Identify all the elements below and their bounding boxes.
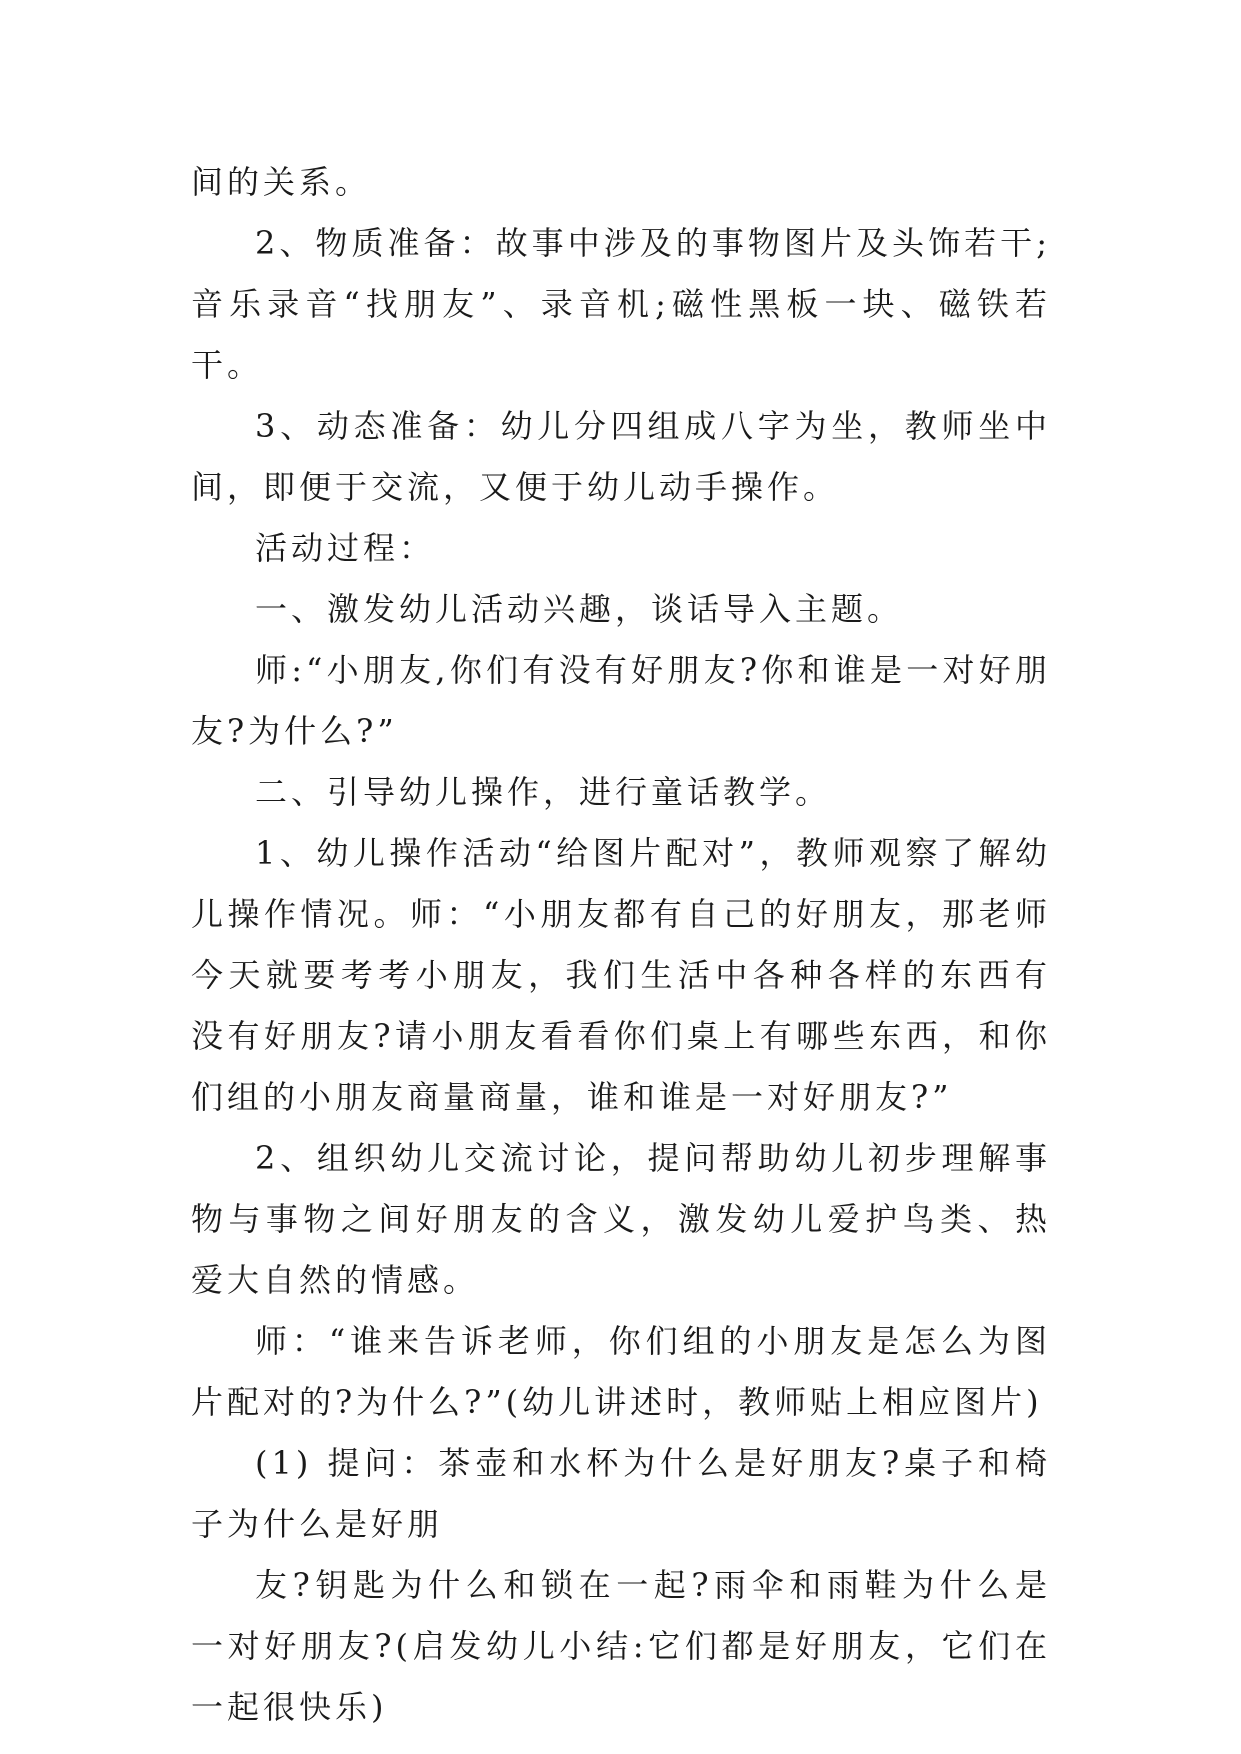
paragraph-relationship-end: 间的关系。 [191,163,372,201]
section-heading-activity-process: 活动过程： [255,529,436,567]
paragraph-question-one: (1) 提问：茶壶和水杯为什么是好朋友?桌子和椅子为什么是好朋 [191,1444,1051,1543]
paragraph-material-prep: 2、物质准备：故事中涉及的事物图片及头饰若干;音乐录音“找朋友”、录音机;磁性黑板一块、磁铁若干。 [191,224,1051,384]
step-heading-one: 一、激发幼儿活动兴趣，谈话导入主题。 [255,590,904,628]
document-body [191,152,1051,1738]
step-heading-two: 二、引导幼儿操作，进行童话教学。 [255,773,832,811]
paragraph-question-continued: 友?钥匙为什么和锁在一起?雨伞和雨鞋为什么是一对好朋友?(启发幼儿小结:它们都是好朋友，它们在一起很快乐) [191,1566,1051,1726]
paragraph-dynamic-prep: 3、动态准备：幼儿分四组成八字为坐，教师坐中间，即便于交流，又便于幼儿动手操作。 [191,407,1051,506]
paragraph-teacher-ask-groups: 师：“谁来告诉老师，你们组的小朋友是怎么为图片配对的?为什么?”(幼儿讲述时，教师贴上相应图片) [191,1322,1051,1421]
paragraph-discussion: 2、组织幼儿交流讨论，提问帮助幼儿初步理解事物与事物之间好朋友的含义，激发幼儿爱护鸟类、热爱大自然的情感。 [191,1139,1051,1299]
paragraph-teacher-question: 师:“小朋友,你们有没有好朋友?你和谁是一对好朋友?为什么?” [191,651,1051,750]
paragraph-matching-activity: 1、幼儿操作活动“给图片配对”，教师观察了解幼儿操作情况。师：“小朋友都有自己的好朋友，那老师今天就要考考小朋友，我们生活中各种各样的东西有没有好朋友?请小朋友看看你们桌上有哪些东西，和你们组的小朋友商量商量，谁和谁是一对好朋友?” [191,834,1051,1116]
